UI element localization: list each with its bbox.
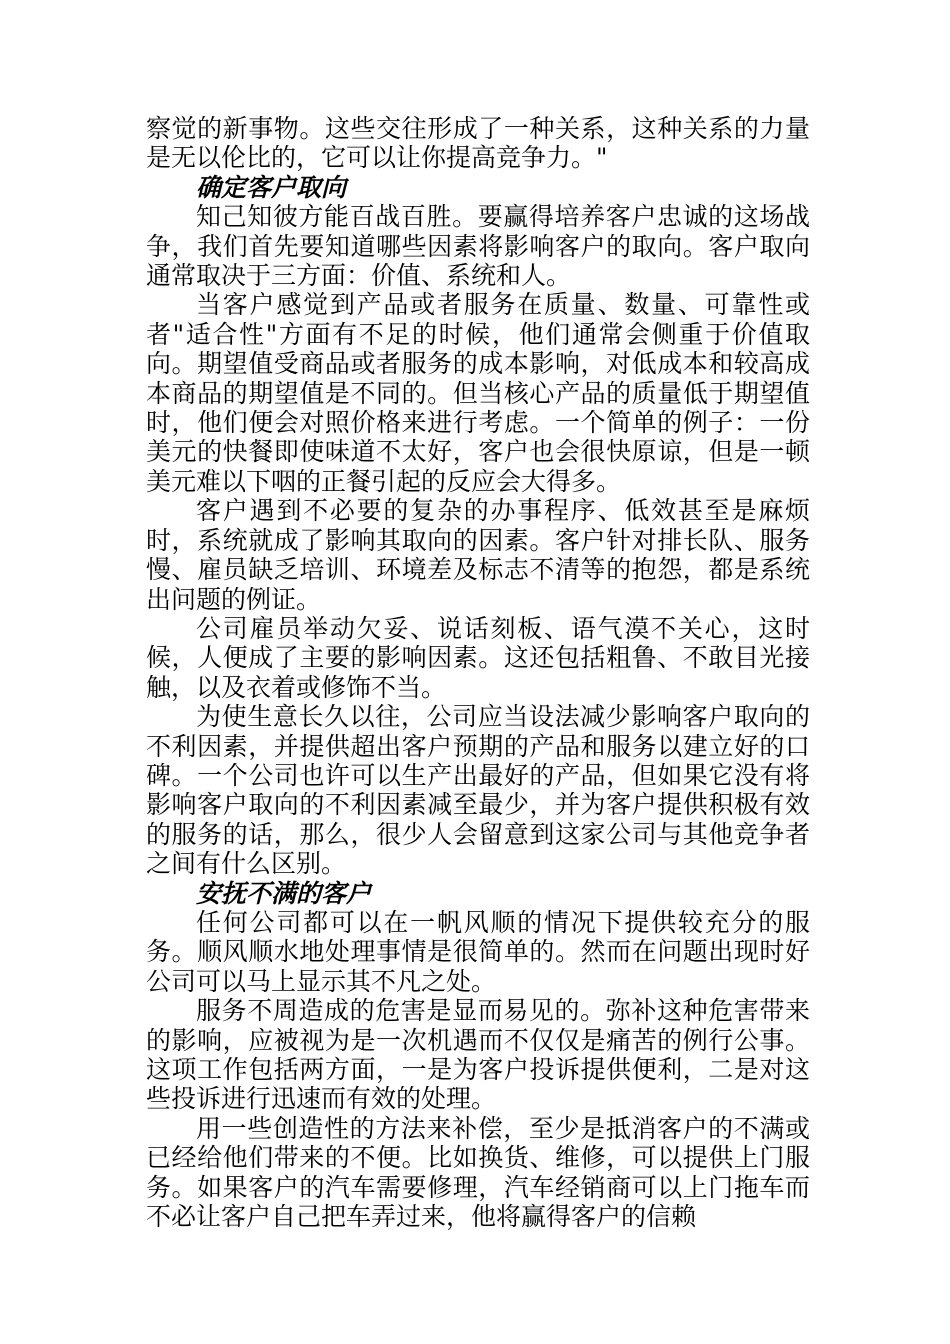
paragraph: 当客户感觉到产品或者服务在质量、数量、可靠性或者"适合性"方面有不足的时候，他们通常会侧重于价值取向。期望值受商品或者服务的成本影响，对低成本和较高成本商品的期望值是不同的。但当核心产品的质量低于期望值时，他们便会对照价格来进行考虑。一个简单的例子：一份美元的快餐即使味道不太好，客户也会很快原谅，但是一顿美元难以下咽的正餐引起的反应会大得多。 <box>146 290 810 496</box>
section-heading-dissatisfied-customers: 安抚不满的客户 <box>196 878 372 908</box>
document-body <box>146 114 810 1231</box>
paragraph: 为使生意长久以往，公司应当设法减少影响客户取向的不利因素，并提供超出客户预期的产品和服务以建立好的口碑。一个公司也许可以生产出最好的产品，但如果它没有将影响客户取向的不利因素减至最少，并为客户提供积极有效的服务的话，那么，很少人会留意到这家公司与其他竞争者之间有什么区别。 <box>146 702 810 879</box>
paragraph: 任何公司都可以在一帆风顺的情况下提供较充分的服务。顺风顺水地处理事情是很简单的。然而在问题出现时好公司可以马上显示其不凡之处。 <box>146 907 810 996</box>
paragraph: 服务不周造成的危害是显而易见的。弥补这种危害带来的影响，应被视为是一次机遇而不仅仅是痛苦的例行公事。这项工作包括两方面，一是为客户投诉提供便利，二是对这些投诉进行迅速而有效的处理。 <box>146 996 810 1114</box>
paragraph-continued: 察觉的新事物。这些交往形成了一种关系，这种关系的力量是无以伦比的，它可以让你提高竞争力。" <box>146 114 810 173</box>
paragraph: 客户遇到不必要的复杂的办事程序、低效甚至是麻烦时，系统就成了影响其取向的因素。客户针对排长队、服务慢、雇员缺乏培训、环境差及标志不清等的抱怨，都是系统出问题的例证。 <box>146 496 810 614</box>
section-heading-customer-orientation: 确定客户取向 <box>196 172 347 202</box>
paragraph: 知己知彼方能百战百胜。要赢得培养客户忠诚的这场战争，我们首先要知道哪些因素将影响客户的取向。客户取向通常取决于三方面：价值、系统和人。 <box>146 202 810 291</box>
paragraph: 公司雇员举动欠妥、说话刻板、语气漠不关心，这时候，人便成了主要的影响因素。这还包括粗鲁、不敢目光接触，以及衣着或修饰不当。 <box>146 613 810 702</box>
paragraph: 用一些创造性的方法来补偿，至少是抵消客户的不满或已经给他们带来的不便。比如换货、维修，可以提供上门服务。如果客户的汽车需要修理，汽车经销商可以上门拖车而不必让客户自己把车弄过来，他将赢得客户的信赖 <box>146 1113 810 1232</box>
